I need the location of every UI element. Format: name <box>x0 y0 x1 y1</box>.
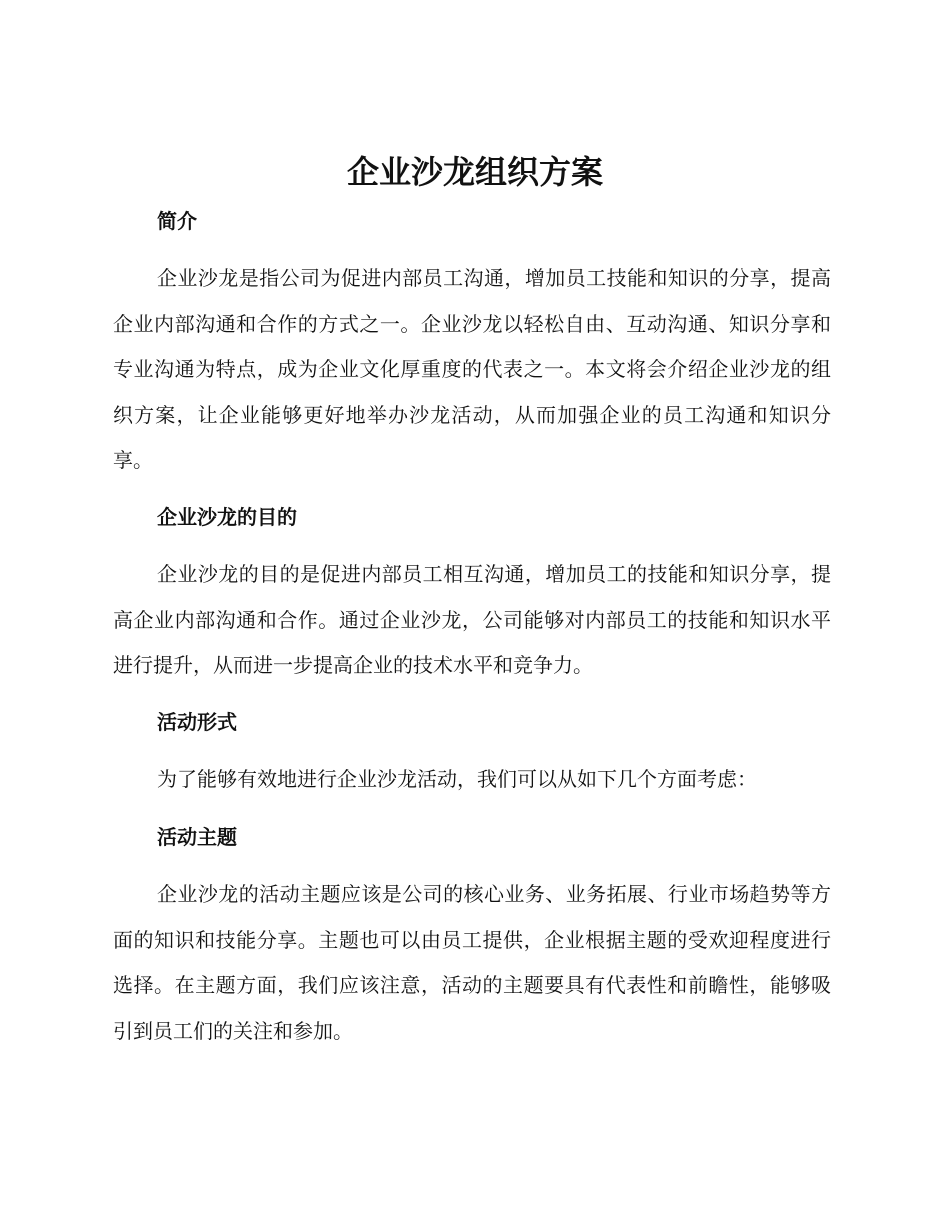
section-heading-intro: 简介 <box>157 209 197 233</box>
document-title: 企业沙龙组织方案 <box>346 153 603 191</box>
section-heading-purpose: 企业沙龙的目的 <box>157 505 297 529</box>
section-paragraph-theme: 企业沙龙的活动主题应该是公司的核心业务、业务拓展、行业市场趋势等方面的知识和技能分享。主题也可以由员工提供，企业根据主题的受欢迎程度进行选择。在主题方面，我们应该注意，活动的主题要具有代表性和前瞻性，能够吸引到员工们的关注和参加。 <box>113 882 831 1043</box>
section-heading-theme: 活动主题 <box>157 825 237 849</box>
section-paragraph-purpose: 企业沙龙的目的是促进内部员工相互沟通，增加员工的技能和知识分享，提高企业内部沟通和合作。通过企业沙龙，公司能够对内部员工的技能和知识水平进行提升，从而进一步提高企业的技术水平和竞争力。 <box>113 562 831 677</box>
section-heading-format: 活动形式 <box>157 710 237 734</box>
section-paragraph-intro: 企业沙龙是指公司为促进内部员工沟通，增加员工技能和知识的分享，提高企业内部沟通和合作的方式之一。企业沙龙以轻松自由、互动沟通、知识分享和专业沟通为特点，成为企业文化厚重度的代表之一。本文将会介绍企业沙龙的组织方案，让企业能够更好地举办沙龙活动，从而加强企业的员工沟通和知识分享。 <box>113 266 831 472</box>
section-paragraph-format: 为了能够有效地进行企业沙龙活动，我们可以从如下几个方面考虑： <box>157 767 757 791</box>
